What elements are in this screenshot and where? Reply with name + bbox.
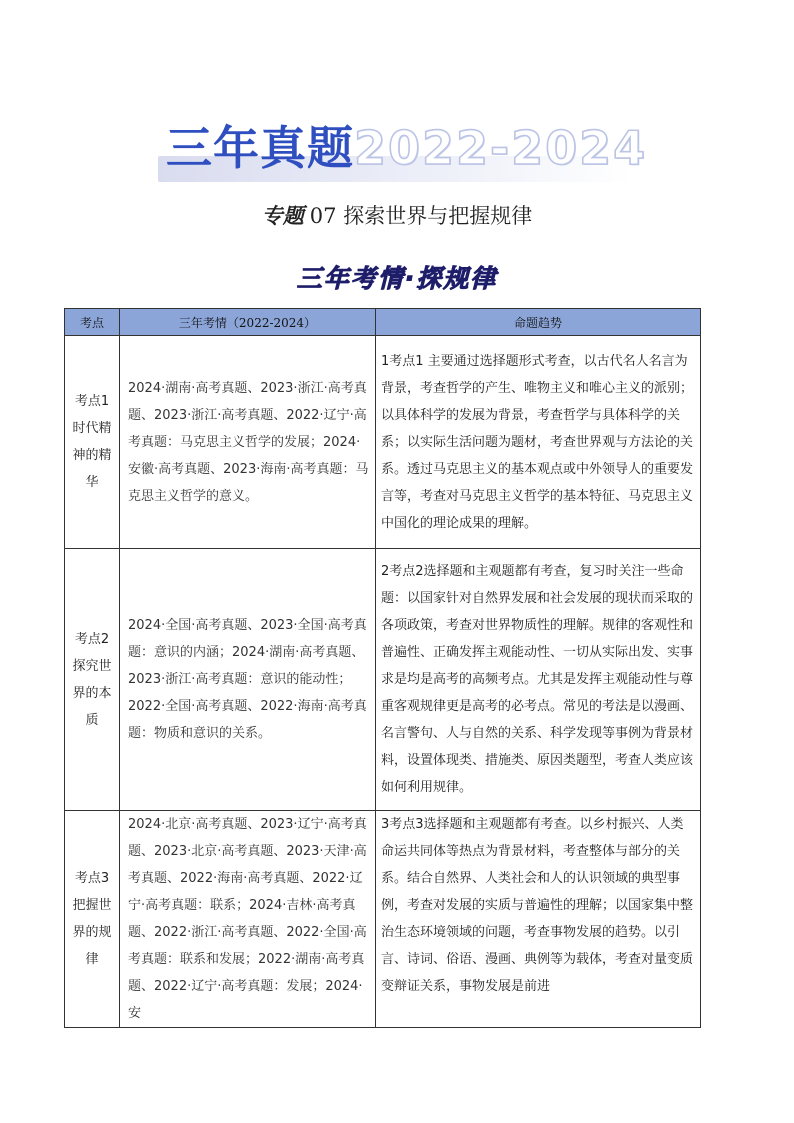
trend-cell: 3考点3选择题和主观题都有考查。以乡村振兴、人类命运共同体等热点为背景材料，考查整体与部分的关系。结合自然界、人类社会和人的认识领域的典型事例，考查对发展的实质与普遍性的理解；以国家集中整治生态环境领域的问题，考查事物发展的趋势。以引言、诗词、俗语、漫画、典例等为载体，考查对量变质变辩证关系，事物发展是前进 <box>376 811 701 1028</box>
section-heading: 三年考情·探规律 <box>296 264 498 293</box>
column-header-topic: 考点 <box>65 309 120 336</box>
table-row <box>65 811 701 1028</box>
cases-cell: 2024·全国·高考真题、2023·全国·高考真题：意识的内涵；2024·湖南·高考真题、2023·浙江·高考真题：意识的能动性；2022·全国·高考真题、2022·海南·高考真题：物质和意识的关系。 <box>120 549 376 811</box>
title-banner <box>150 112 648 184</box>
trend-cell: 2考点2选择题和主观题都有考查，复习时关注一些命题：以国家针对自然界发展和社会发展的现状而采取的各项政策，考查对世界物质性的理解。规律的客观性和普遍性、正确发挥主观能动性、一切从实际出发、实事求是均是高考的高频考点。尤其是发挥主观能动性与尊重客观规律更是高考的必考点。常见的考法是以漫画、名言警句、人与自然的关系、科学发现等事例为背景材料，设置体现类、措施类、原因类题型，考查人类应该如何利用规律。 <box>376 549 701 811</box>
subtitle-prefix: 专题 <box>261 203 304 228</box>
table-row <box>65 336 701 549</box>
banner-main-title: 三年真题 <box>166 121 354 175</box>
subtitle-text: 07 探索世界与把握规律 <box>309 204 533 228</box>
cases-cell: 2024·湖南·高考真题、2023·浙江·高考真题、2023·浙江·高考真题、2022·辽宁·高考真题：马克思主义哲学的发展；2024·安徽·高考真题、2023·海南·高考真题：马克思主义哲学的意义。 <box>120 336 376 549</box>
table-row <box>65 549 701 811</box>
column-header-trend: 命题趋势 <box>376 309 701 336</box>
topic-cell: 考点1时代精神的精华 <box>65 336 120 549</box>
exam-analysis-table <box>64 308 701 1028</box>
trend-cell: 1考点1 主要通过选择题形式考查，以古代名人名言为背景，考查哲学的产生、唯物主义和唯心主义的派别；以具体科学的发展为背景，考查哲学与具体科学的关系；以实际生活问题为题材，考查世界观与方法论的关系。透过马克思主义的基本观点或中外领导人的重要发言等，考查对马克思主义哲学的基本特征、马克思主义中国化的理论成果的理解。 <box>376 336 701 549</box>
cases-cell: 2024·北京·高考真题、2023·辽宁·高考真题、2023·北京·高考真题、2023·天津·高考真题、2022·海南·高考真题、2022·辽宁·高考真题：联系；2024·吉林·高考真题、2022·浙江·高考真题、2022·全国·高考真题：联系和发展；2022·湖南·高考真题、2022·辽宁·高考真题：发展；2024·安 <box>120 811 376 1028</box>
topic-cell: 考点2探究世界的本质 <box>65 549 120 811</box>
table-header-row <box>65 309 701 336</box>
column-header-cases: 三年考情（2022-2024） <box>120 309 376 336</box>
banner-text <box>166 118 647 189</box>
topic-subtitle <box>0 200 794 230</box>
banner-years: 2022-2024 <box>354 121 648 175</box>
topic-cell: 考点3把握世界的规律 <box>65 811 120 1028</box>
